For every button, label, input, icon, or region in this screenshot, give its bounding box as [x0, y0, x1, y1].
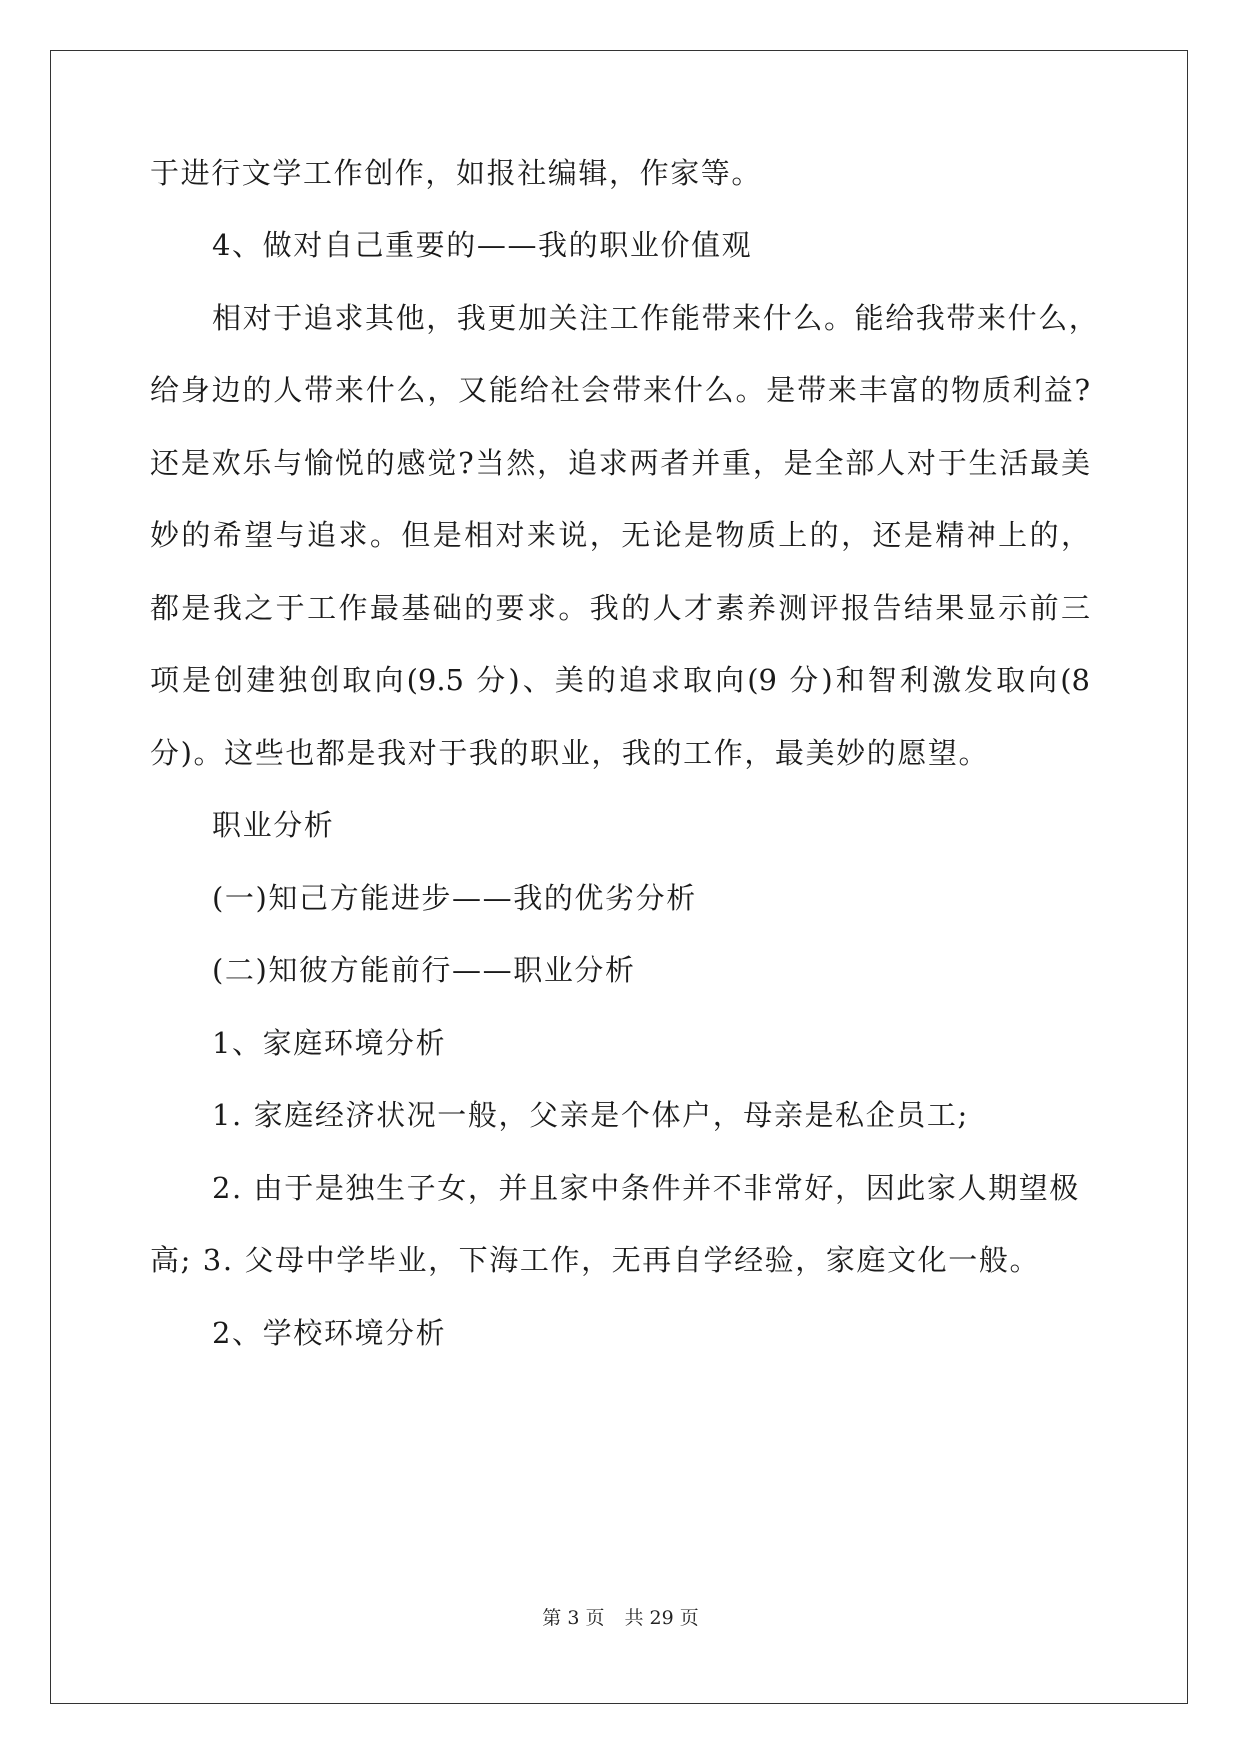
paragraph-line: 相对于追求其他，我更加关注工作能带来什么。能给我带来什么， — [212, 301, 1100, 335]
list-item: 高; 3. 父母中学毕业，下海工作，无再自学经验，家庭文化一般。 — [150, 1243, 1041, 1277]
section-heading: 2、学校环境分析 — [212, 1316, 447, 1350]
section-heading: (二)知彼方能前行——职业分析 — [212, 953, 636, 987]
paragraph-line: 分)。这些也都是我对于我的职业，我的工作，最美妙的愿望。 — [150, 736, 990, 770]
paragraph-line: 给身边的人带来什么，又能给社会带来什么。是带来丰富的物质利益? — [150, 373, 1090, 407]
section-heading: 1、家庭环境分析 — [212, 1026, 447, 1060]
paragraph-line: 项是创建独创取向(9.5 分)、美的追求取向(9 分)和智利激发取向(8 — [150, 663, 1090, 697]
list-item: 1. 家庭经济状况一般，父亲是个体户，母亲是私企员工; — [212, 1098, 969, 1132]
paragraph-line: 还是欢乐与愉悦的感觉?当然，追求两者并重，是全部人对于生活最美 — [150, 446, 1090, 480]
paragraph-line: 都是我之于工作最基础的要求。我的人才素养测评报告结果显示前三 — [150, 591, 1090, 625]
section-heading: 4、做对自己重要的——我的职业价值观 — [212, 228, 753, 262]
paragraph-line: 妙的希望与追求。但是相对来说，无论是物质上的，还是精神上的， — [150, 518, 1090, 552]
page-number: 第 3 页 — [542, 1607, 605, 1629]
paragraph-line: 于进行文学工作创作，如报社编辑，作家等。 — [150, 156, 763, 190]
page-total: 共 29 页 — [624, 1607, 699, 1629]
section-heading: 职业分析 — [212, 808, 335, 842]
list-item: 2. 由于是独生子女，并且家中条件并不非常好，因此家人期望极 — [212, 1171, 1080, 1205]
section-heading: (一)知己方能进步——我的优劣分析 — [212, 881, 697, 915]
page-footer — [0, 1604, 1241, 1632]
